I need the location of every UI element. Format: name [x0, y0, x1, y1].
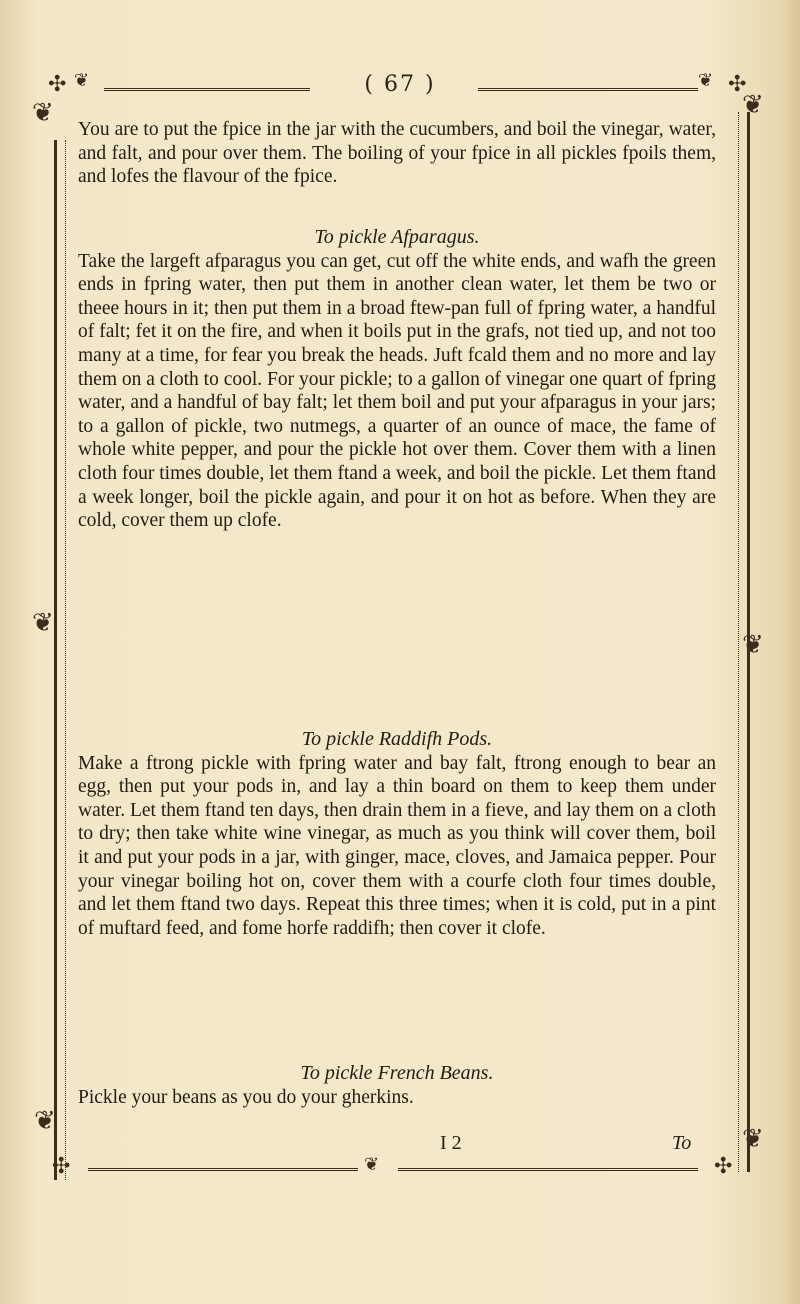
beans-paragraph: Pickle your beans as you do your gherkins. [78, 1086, 414, 1108]
asparagus-heading: To pickle Afparagus. [314, 226, 480, 248]
radish-heading: To pickle Raddifh Pods. [301, 728, 493, 750]
page-number: ( 67 ) [364, 72, 436, 97]
right-mid-scroll-icon: ❦ [742, 630, 764, 660]
scroll-ornament-right-icon: ❦ [698, 70, 714, 91]
scroll-ornament-icon: ❦ [74, 70, 90, 91]
corner-ornament-right-icon: ✣ [728, 72, 747, 97]
signature-mark: I 2 [440, 1132, 462, 1154]
bottom-scroll-ornament-icon: ❦ [364, 1154, 380, 1175]
beans-heading: To pickle French Beans. [300, 1062, 494, 1084]
header-rule-right [478, 88, 698, 91]
bottom-corner-ornament-right-icon: ✣ [714, 1154, 733, 1179]
beans-section [78, 1062, 716, 1109]
corner-ornament-icon: ✣ [48, 72, 67, 97]
asparagus-section [78, 226, 716, 533]
asparagus-paragraph: Take the largeft afparagus you can get, cut off the white ends, and wafh the green ends in fpring water, then put them in another clean water, let them be two or theee hours in it; then put them in a broad ftew-pan full of fpring water, a handful of falt; fet it on the fire, and when it boils put in the grafs, not tied up, and not too many at a time, for fear you break the heads. Juft fcald them and no more and lay them on a cloth to cool. For your pickle; to a gallon of vinegar one quart of fpring water, and a handful of bay falt; let them boil and put your afparagus in your jars; to a gallon of pickle, two nutmegs, a quarter of an ounce of mace, the fame of whole white pepper, and pour the pickle hot over them. Cover them with a linen cloth four times double, let them ftand a week, and boil the pickle. Let them ftand a week longer, boil the pickle again, and pour it on hot as before. When they are cold, cover them up clofe. [78, 250, 716, 532]
right-bottom-scroll-icon: ❦ [742, 1124, 764, 1154]
radish-section [78, 728, 716, 940]
right-top-scroll-icon: ❦ [742, 90, 764, 120]
footer-rule-left [88, 1168, 358, 1171]
radish-paragraph: Make a ftrong pickle with fpring water and bay falt, ftrong enough to bear an egg, then put your pods in, and lay a thin board on them to keep them under water. Let them ftand ten days, then drain them in a fieve, and lay them on a cloth to dry; then take white wine vinegar, as much as you think will cover them, boil it and put your pods in a jar, with ginger, mace, cloves, and Jamaica pepper. Pour your vinegar boiling hot on, cover them with a courfe cloth four times double, and let them ftand two days. Repeat this three times; when it is cold, put in a pint of muftard feed, and fome horfe raddifh; then cover it clofe. [78, 752, 716, 939]
header-rule-left [104, 88, 310, 91]
footer-rule-right [398, 1168, 698, 1171]
bottom-corner-ornament-icon: ✣ [52, 1154, 71, 1179]
intro-text [78, 118, 716, 189]
footer-rule [52, 1154, 748, 1182]
left-border [54, 140, 66, 1180]
left-mid-scroll-icon: ❦ [32, 608, 54, 638]
left-bottom-scroll-icon: ❦ [34, 1106, 56, 1136]
catchword: To [672, 1132, 692, 1154]
left-top-scroll-icon: ❦ [32, 98, 54, 128]
intro-paragraph: You are to put the fpice in the jar with the cucumbers, and boil the vinegar, water, and falt, and pour over them. The boiling of your fpice in all pickles fpoils them, and lofes the flavour of the fpice. [78, 119, 716, 188]
